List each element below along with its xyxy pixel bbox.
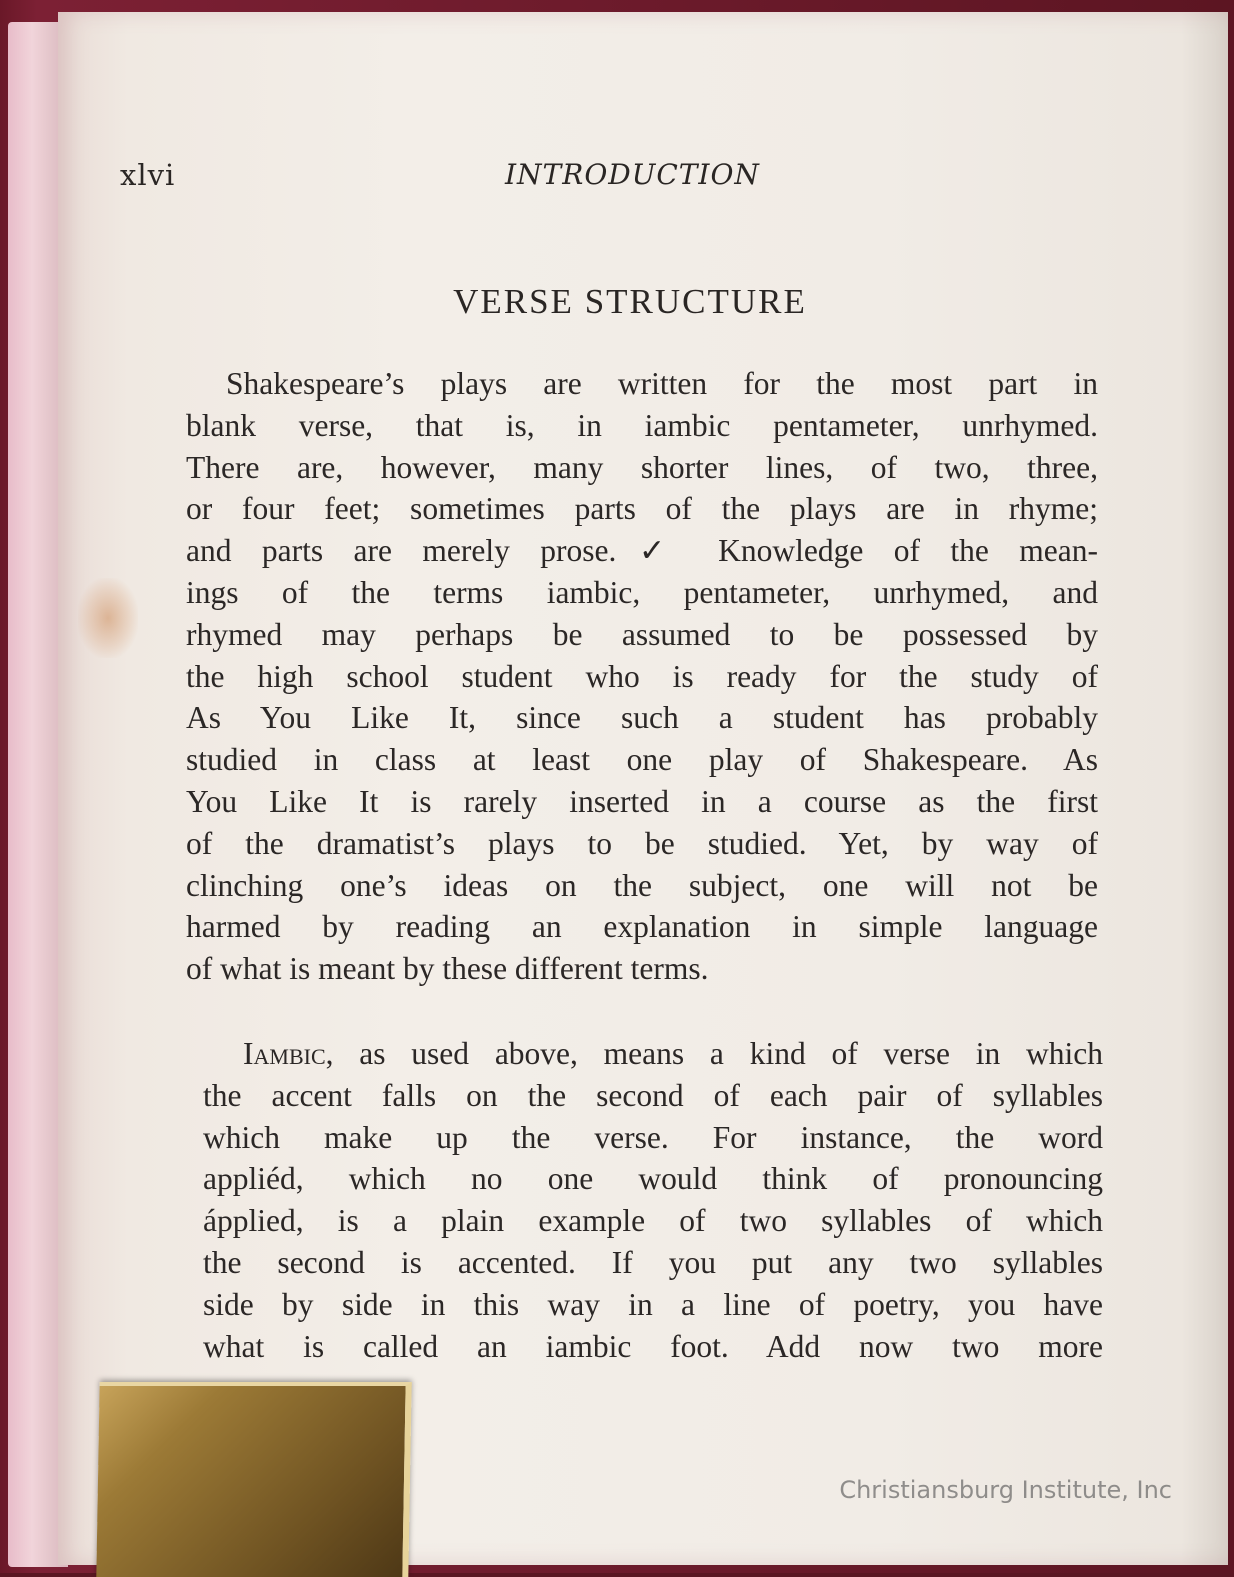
text-line: rhymed may perhaps be assumed to be possessed by xyxy=(186,616,1098,652)
text-line: the high school student who is ready for the study of xyxy=(186,658,1098,694)
section-title: VERSE STRUCTURE xyxy=(453,282,807,321)
text-line: appliéd, which no one would think of pronouncing xyxy=(203,1161,1103,1197)
text-line: or four feet; sometimes parts of the plays are in rhyme; xyxy=(186,491,1098,527)
gold-bookmark-block xyxy=(96,1382,411,1577)
text-line: side by side in this way in a line of poetry, you have xyxy=(203,1286,1103,1322)
text-line: Shakespeare’s plays are written for the most part in xyxy=(226,366,1098,401)
text-line: blank verse, that is, in iambic pentameter, unrhymed. xyxy=(186,407,1098,443)
text-fragment: , as used above, means a kind of verse in which xyxy=(325,1036,1103,1071)
text-line: of what is meant by these different terms. xyxy=(186,951,709,987)
page-number: xlvi xyxy=(120,158,176,192)
text-line: clinching one’s ideas on the subject, one will not be xyxy=(186,867,1098,903)
running-head: INTRODUCTION xyxy=(505,158,760,191)
term-lead-word: Iambic xyxy=(243,1036,326,1071)
page-stain xyxy=(78,578,138,658)
text-line: which make up the verse. For instance, the word xyxy=(203,1119,1103,1155)
text-line: ings of the terms iambic, pentameter, unrhymed, and xyxy=(186,574,1098,610)
text-line: the accent falls on the second of each pair of syllables xyxy=(203,1077,1103,1113)
text-line: harmed by reading an explanation in simple language xyxy=(186,909,1098,945)
text-line: and parts are merely prose.✓ Knowledge of the mean- xyxy=(186,533,1098,569)
text-line: what is called an iambic foot. Add now two more xyxy=(203,1328,1103,1364)
text-line-first xyxy=(203,1033,1103,1075)
text-line: ápplied, is a plain example of two syllables of which xyxy=(203,1203,1103,1239)
text-line: There are, however, many shorter lines, of two, three, xyxy=(186,449,1098,485)
text-line: You Like It is rarely inserted in a course as the first xyxy=(186,783,1098,819)
text-line: studied in class at least one play of Shakespeare. As xyxy=(186,742,1098,778)
paragraph-iambic xyxy=(203,1033,1103,1367)
paragraph-intro xyxy=(186,363,1098,990)
text-line: of the dramatist’s plays to be studied. Yet, by way of xyxy=(186,825,1098,861)
text-line: As You Like It, since such a student has probably xyxy=(186,700,1098,736)
watermark-text: Christiansburg Institute, Inc xyxy=(839,1476,1172,1504)
page-header xyxy=(120,158,1100,198)
text-line: the second is accented. If you put any two syllables xyxy=(203,1244,1103,1280)
